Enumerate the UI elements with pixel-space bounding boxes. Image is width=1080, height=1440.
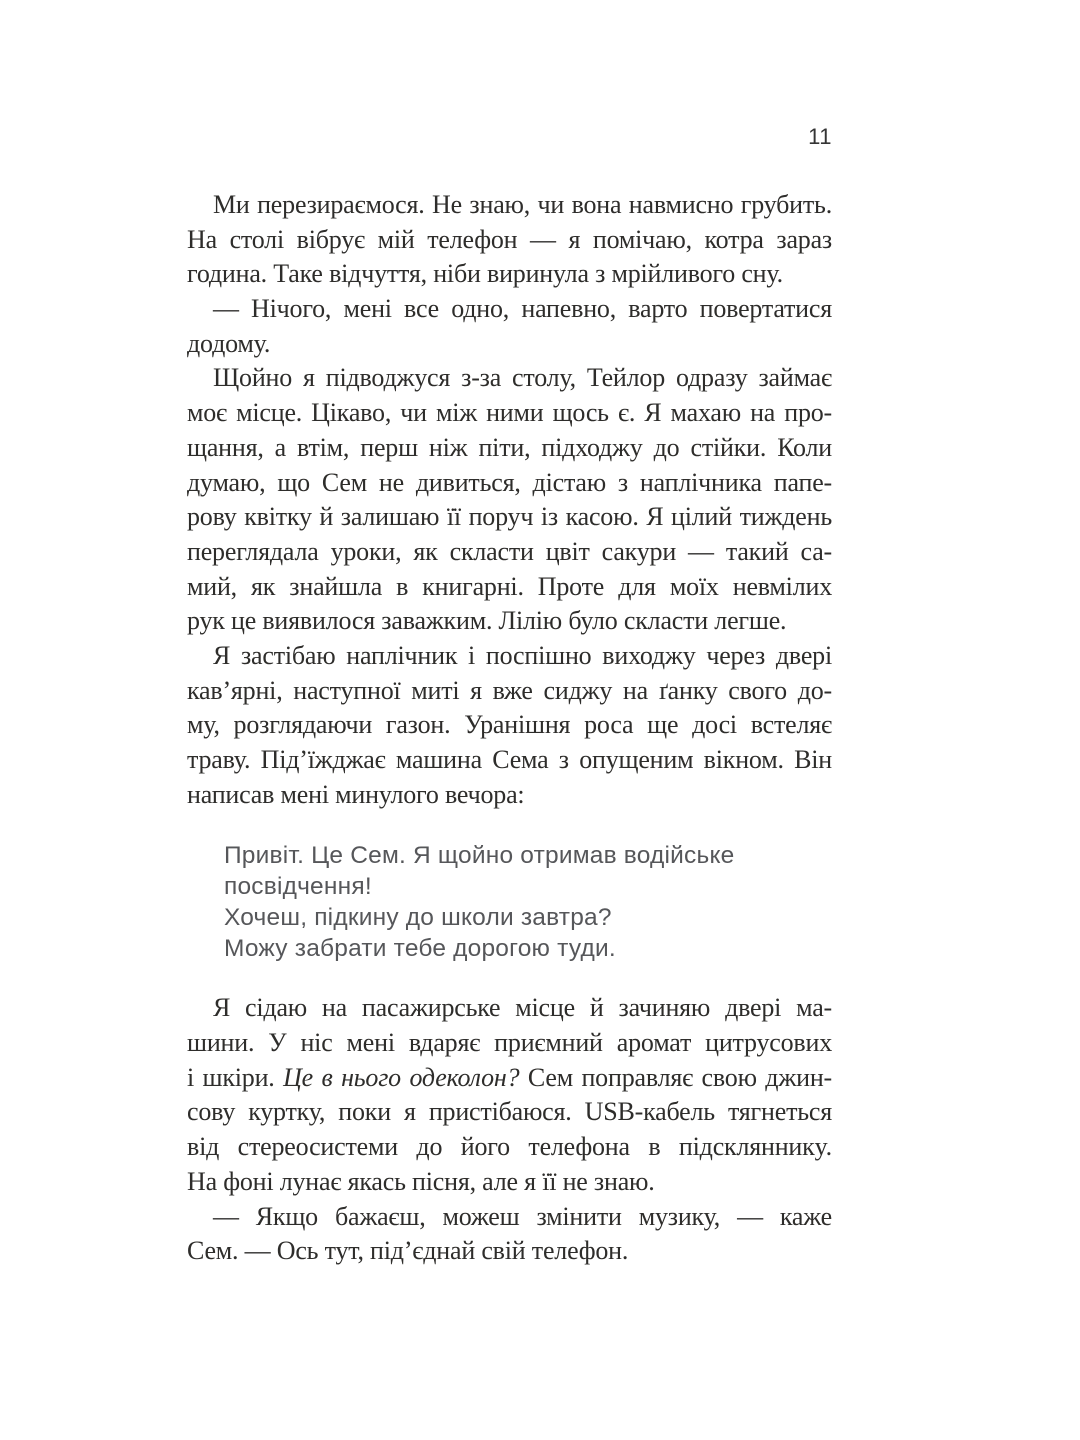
- italic-text: Це в нього одеколон?: [283, 1062, 520, 1092]
- text-line: Привіт. Це Сем. Я щойно отримав водійське: [224, 842, 735, 870]
- text-line: мий, як знайшла в книгарні. Проте для моїх невмілих: [187, 571, 832, 601]
- text-line: рову квітку й залишаю її поруч із касою. Я цілий тиждень: [187, 502, 832, 532]
- text-line: шини. У ніс мені вдаряє приємний аромат цитрусових: [187, 1028, 832, 1058]
- paragraph: [187, 188, 832, 292]
- text-line: На столі вібрує мій телефон — я помічаю, котра зараз: [187, 224, 832, 254]
- text-line: думаю, що Сем не дивиться, дістаю з наплічника папе-: [187, 467, 832, 497]
- text-line: посвідчення!: [224, 873, 372, 901]
- text-line: сову куртку, поки я пристібаюся. USB-кабель тягнеться: [187, 1097, 832, 1127]
- text-line: Можу забрати тебе дорогою туди.: [224, 935, 616, 963]
- text-line: моє місце. Цікаво, чи між ними щось є. Я махаю на про-: [187, 398, 832, 428]
- paragraph: [187, 991, 832, 1199]
- text-line: — Якщо бажаєш, можеш змінити музику, — каже: [213, 1201, 832, 1231]
- paragraph: [187, 292, 832, 361]
- text-line: Я застібаю наплічник і поспішно виходжу через двері: [213, 640, 832, 670]
- paragraph: [187, 1200, 832, 1269]
- text-line: рук це виявилося заважким. Лілію було скласти легше.: [187, 606, 787, 636]
- text-segment: Сем поправляє свою джин-: [519, 1062, 832, 1092]
- page-number: 11: [808, 124, 832, 149]
- text-line: Щойно я підводжуся з-за столу, Тейлор одразу займає: [213, 363, 832, 393]
- text-line: Сем. — Ось тут, під’єднай свій телефон.: [187, 1236, 629, 1266]
- text-line: переглядала уроки, як скласти цвіт сакури — такий са-: [187, 536, 832, 566]
- text-line: Хочеш, підкину до школи завтра?: [224, 904, 612, 932]
- text-line: — Нічого, мені все одно, напевно, варто повертатися: [213, 294, 832, 324]
- text-line: На фоні лунає якась пісня, але я її не знаю.: [187, 1166, 655, 1196]
- text-line: [187, 1061, 832, 1096]
- text-line: му, розглядаючи газон. Уранішня роса ще досі встеляє: [187, 710, 832, 740]
- text-line: написав мені минулого вечора:: [187, 779, 525, 809]
- text-line: траву. Під’їжджає машина Сема з опущеним вікном. Він: [187, 745, 832, 774]
- text-line: щання, а втім, перш ніж піти, підходжу до стійки. Коли: [187, 432, 832, 462]
- text-line: від стереосистеми до його телефона в підсклянникy.: [187, 1132, 832, 1162]
- text-line: година. Таке відчуття, ніби виринула з мрійливого сну.: [187, 259, 783, 289]
- message-block: [224, 840, 832, 964]
- paragraph: [187, 361, 832, 639]
- text-line: додому.: [187, 328, 271, 358]
- text-line: Ми перезираємося. Не знаю, чи вона навмисно грубить.: [213, 190, 832, 219]
- text-segment: і шкіри.: [187, 1062, 284, 1092]
- text-line: кав’ярні, наступної миті я вже сиджу на ґанку свого до-: [187, 675, 832, 705]
- text-line: Я сідаю на пасажирське місце й зачиняю двері ма-: [213, 993, 832, 1023]
- paragraph: [187, 639, 832, 812]
- page-text: [187, 188, 832, 1269]
